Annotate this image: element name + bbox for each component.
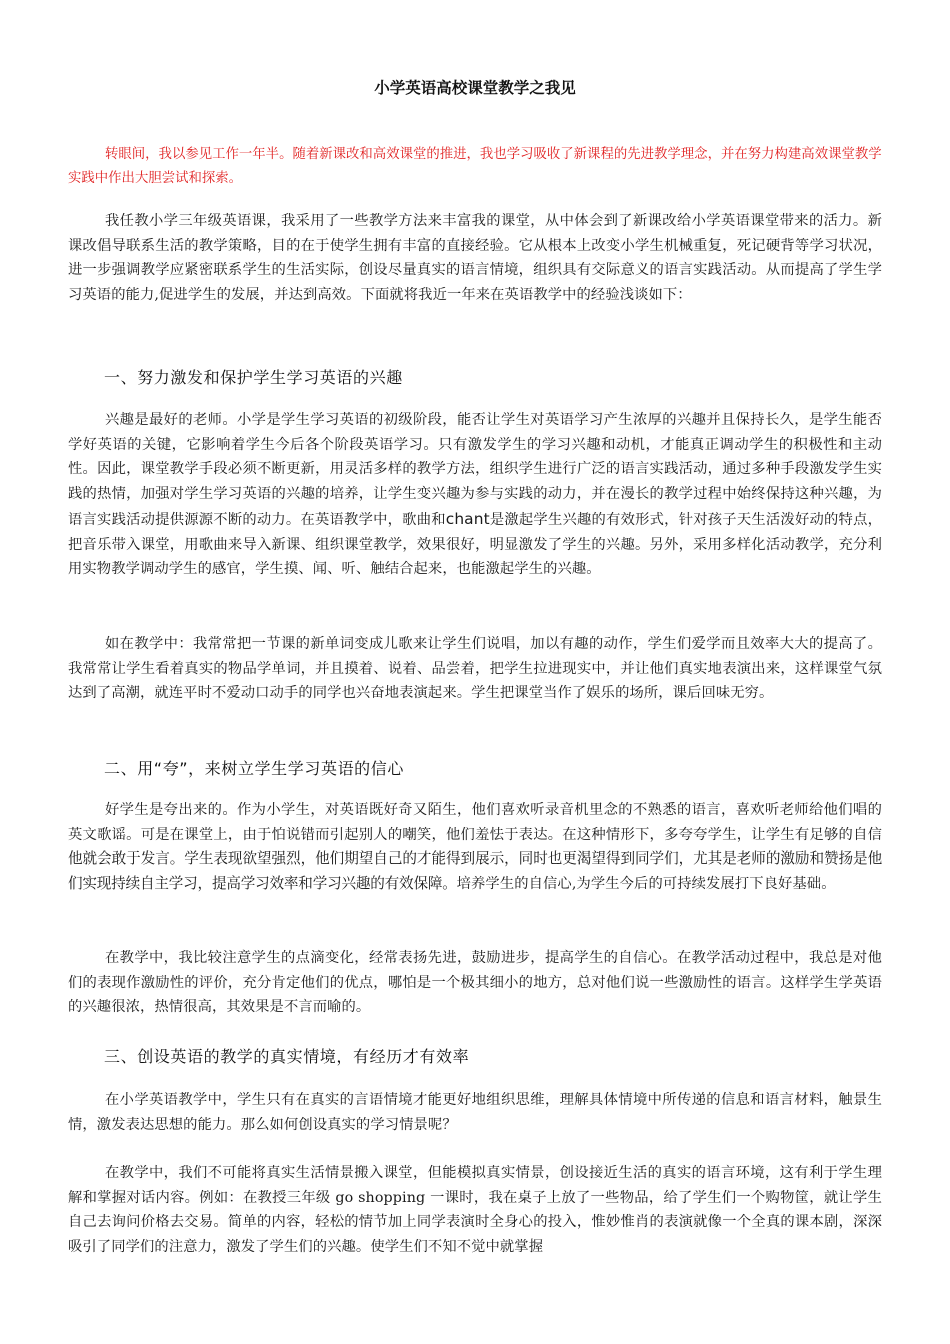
- section-heading-3: 三、创设英语的教学的真实情境，有经历才有效率: [104, 1047, 470, 1066]
- paragraph-2-part-a: 兴趣是最好的老师。小学是学生学习英语的初级阶段，能否让学生对英语学习产生浓厚的兴趣并且保持长久，是学生能否学好英语的关键，它影响着学生今后各个阶段英语学习。只有激发学生的学习兴趣和动机，才能真正调动学生的积极性和主动性。因此，课堂教学手段必须不断更新，用灵活多样的教学方法，组织学生进行广泛的语言实践活动，通过多种手段激发学生实践的热情，加强对学生学习英语的兴趣的培养，让学生变兴趣为参与实践的动力，并在漫长的教学过程中始终保持这种兴趣，为语言实践活动提供源源不断的动力。在英语教学中，歌曲和: [68, 412, 882, 528]
- paragraph-4-part-b: 他就会敢于发言。学生表现欲望强烈，他们期望自己的才能得到展示，同时也更渴望得到同学们，尤其是老师的激励和赞扬是他们实现持续自主学习，提高学习效率和学习兴趣的有效保障。: [68, 850, 882, 893]
- document-title: 小学英语高校课堂教学之我见: [374, 79, 576, 97]
- paragraph-2-part-b: 是激起学生兴趣的有效形式，针对孩子天生活泼好动的特点，把音乐带入课堂，用歌曲来导入新课、组织课堂教学，效果很好，明显激发了学生的兴趣。另外，采用多样化活动教学，充分利用实物教学调动学生的感官，学生摸、闻、听、触结合起来，也能激起学生的兴趣。: [68, 511, 882, 578]
- section-heading-2: 二、用“夸”，来树立学生学习英语的信心: [104, 759, 404, 778]
- paragraph-4-part-a: 好学生是夸出来的。作为小学生，对英语既好奇又陌生，他们喜欢听录音机里念的不熟悉的语言，喜欢听老师给他们唱的英文歌谣。可是在课堂上，由于怕说错而引起别人的嘲笑，他们羞怯于表达。在这种情形下，多夸夸学生，让学生有足够的自信: [68, 802, 882, 843]
- paragraph-4-part-c: 培养学生的自信心,为学生今后的可持续发展打下良好基础。: [456, 876, 836, 893]
- paragraph-6: 在小学英语教学中，学生只有在真实的言语情境才能更好地组织思维，理解具体情境中所传递的信息和语言材料，触景生情，激发表达思想的能力。那么如何创设真实的学习情景呢？: [68, 1092, 882, 1133]
- intro-paragraph: 转眼间，我以参见工作一年半。随着新课改和高效课堂的推进，我也学习吸收了新课程的先进教学理念，并在努力构建高效课堂教学实践中作出大胆尝试和探索。: [68, 147, 882, 186]
- paragraph-7: 在教学中，我们不可能将真实生活情景搬入课堂，但能模拟真实情景，创设接近生活的真实的语言环境，这有利于学生理解和掌握对话内容。例如：在教授三年级 go shopping 一课时，我在桌子上放了一些物品，给了学生们一个购物筐，就让学生自己去询问价格去交易。简单的内容，轻松的情节加上同学表演时全身心的投入，惟妙惟肖的表演就像一个全真的课本剧，深深吸引了同学们的注意力，激发了学生们的兴趣。使学生们不知不觉中就掌握: [68, 1165, 882, 1256]
- paragraph-1: 我任教小学三年级英语课，我采用了一些教学方法来丰富我的课堂，从中体会到了新课改给小学英语课堂带来的活力。新课改倡导联系生活的教学策略，目的在于使学生拥有丰富的直接经验。它从根本上改变小学生机械重复，死记硬背等学习状况，进一步强调教学应紧密联系学生的生活实际，创设尽量真实的语言情境，组织具有交际意义的语言实践活动。从而提高了学生学习英语的能力,促进学生的发展，并达到高效。下面就将我近一年来在英语教学中的经验浅谈如下：: [68, 213, 882, 304]
- paragraph-3: 如在教学中：我常常把一节课的新单词变成儿歌来让学生们说唱，加以有趣的动作，学生们爱学而且效率大大的提高了。我常常让学生看着真实的物品学单词，并且摸着、说着、品尝着，把学生拉进现实中，并让他们真实地表演出来，这样课堂气氛达到了高潮，就连平时不爱动口动手的同学也兴奋地表演起来。学生把课堂当作了娱乐的场所，课后回味无穷。: [68, 636, 882, 702]
- section-heading-1: 一、努力激发和保护学生学习英语的兴趣: [104, 368, 403, 387]
- paragraph-2-english-word: chant: [445, 509, 490, 528]
- paragraph-2: [68, 408, 882, 582]
- paragraph-4: [68, 798, 882, 897]
- paragraph-5: 在教学中，我比较注意学生的点滴变化，经常表扬先进，鼓励进步，提高学生的自信心。在教学活动过程中，我总是对他们的表现作激励性的评价，充分肯定他们的优点，哪怕是一个极其细小的地方，总对他们说一些激励性的语言。这样学生学英语的兴趣很浓，热情很高，其效果是不言而喻的。: [68, 950, 882, 1016]
